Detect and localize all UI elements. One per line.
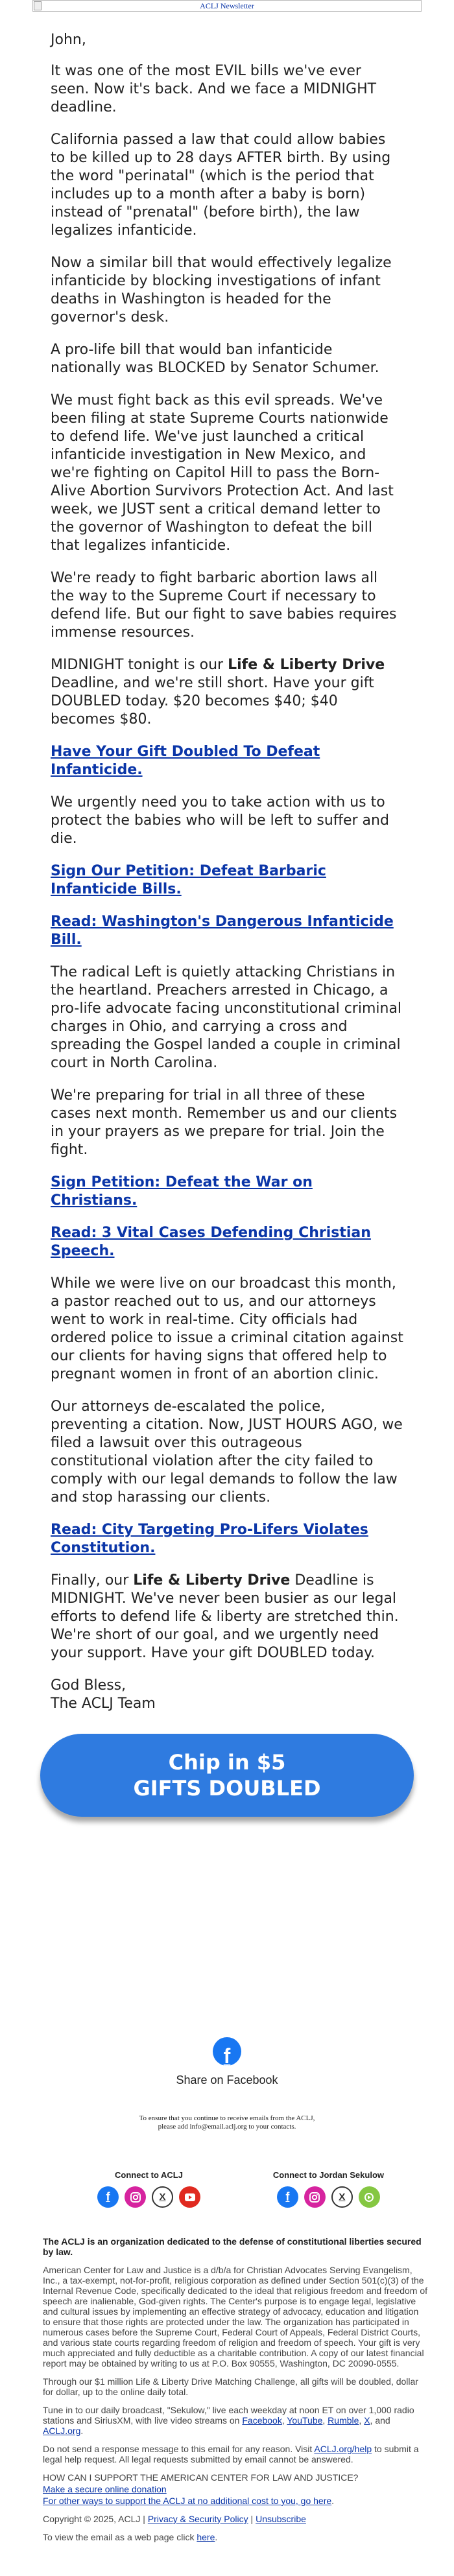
secure-donation-link[interactable]: Make a secure online donation xyxy=(43,2484,167,2494)
connect-aclj xyxy=(97,2170,200,2208)
paragraph-10: We're preparing for trial in all three of these cases next month. Remember us and our clients in your prayers as we prepare for trial. Join the fight. xyxy=(51,1087,398,1158)
paragraph-11: While we were live on our broadcast this month, a pastor reached out to us, and our attorneys went to work in real-time. City officials had ordered police to issue a criminal citation against our clients for having signs that offered help to pregnant women in front of an abortion clinic. xyxy=(51,1275,403,1382)
paragraph-3: Now a similar bill that would effectively legalize infanticide by blocking investigations of infant deaths in Washington is headed for the governor's desk. xyxy=(51,255,392,325)
add-contact-notice xyxy=(0,2114,454,2131)
paragraph-13 xyxy=(51,1572,403,1662)
support-end: . xyxy=(331,2496,335,2506)
facebook-icon[interactable]: f xyxy=(97,2186,119,2208)
letter-body xyxy=(0,12,454,1713)
facebook-share-icon[interactable]: f xyxy=(213,2037,241,2066)
instagram-icon[interactable] xyxy=(304,2186,326,2208)
chip-in-donate-button[interactable] xyxy=(40,1734,414,1817)
gift-doubled-link[interactable]: Have Your Gift Doubled To Defeat Infanticide. xyxy=(51,744,320,778)
web-view-end: . xyxy=(215,2532,218,2542)
broadcast-facebook-link[interactable]: Facebook xyxy=(242,2415,282,2426)
broadcast-sep-3: , xyxy=(359,2415,364,2426)
washington-bill-link[interactable]: Read: Washington's Dangerous Infanticide Bill. xyxy=(51,914,394,948)
footer-web-view xyxy=(43,2532,428,2542)
paragraph-6: We're ready to fight barbaric abortion laws all the way to the Supreme Court if necessary to defend life. But our fight to save babies requires immense resources. xyxy=(51,570,397,641)
footer-mission: The ACLJ is an organization dedicated to the defense of constitutional liberties secured by law. xyxy=(43,2236,422,2257)
christian-speech-cases-link[interactable]: Read: 3 Vital Cases Defending Christian Speech. xyxy=(51,1225,371,1259)
x-icon[interactable]: X xyxy=(331,2186,353,2208)
paragraph-9: The radical Left is quietly attacking Christians in the heartland. Preachers arrested in Chicago, a pro-life advocate facing unconstitutional criminal charges in Ohio, and carrying a cross and spreading the Gospel landed a couple in criminal court in North Carolina. xyxy=(51,964,402,1071)
copyright-text: Copyright © 2025, ACLJ | xyxy=(43,2514,148,2524)
broadcast-sep-1: , xyxy=(281,2415,287,2426)
footer-broadcast xyxy=(43,2405,428,2436)
share-on-facebook-link[interactable]: Share on Facebook xyxy=(176,2074,278,2086)
broadcast-aclj-link[interactable]: ACLJ.org xyxy=(43,2426,81,2436)
other-ways-support-link[interactable]: For other ways to support the ACLJ at no additional cost to you, go here xyxy=(43,2496,332,2506)
footer-no-reply xyxy=(43,2444,428,2464)
drive-name-bold-2: Life & Liberty Drive xyxy=(133,1572,291,1589)
newsletter-banner-image xyxy=(32,0,422,12)
broadcast-rumble-link[interactable]: Rumble xyxy=(328,2415,359,2426)
paragraph-1: It was one of the most EVIL bills we've ever seen. Now it's back. And we face a MIDNIGHT deadline. xyxy=(51,63,377,115)
paragraph-7-start: MIDNIGHT tonight is our xyxy=(51,657,228,673)
x-icon[interactable]: X xyxy=(152,2186,173,2208)
paragraph-13-end: Deadline is MIDNIGHT. We've never been busier as our legal efforts to defend life & liberty are stretched thin. We're short of our goal, and we urgently need your support. Have your gift DOUBLED today. xyxy=(51,1572,399,1661)
chip-in-label: Chip in $5 xyxy=(168,1750,286,1775)
paragraph-4: A pro-life bill that would ban infanticide nationally was BLOCKED by Senator Schumer. xyxy=(51,342,379,376)
no-reply-end: to submit a legal help request. All legal requests submitted by email cannot be answered. xyxy=(43,2444,419,2464)
no-reply-text: Do not send a response message to this email for any reason. Visit xyxy=(43,2444,315,2454)
broken-image-icon xyxy=(34,1,42,10)
connect-jordan-title: Connect to Jordan Sekulow xyxy=(272,2170,384,2180)
footer-matching: Through our $1 million Life & Liberty Drive Matching Challenge, all gifts will be doubled, dollar for dollar, up to the online daily total. xyxy=(43,2376,418,2397)
youtube-icon[interactable] xyxy=(179,2186,200,2208)
instagram-icon[interactable] xyxy=(125,2186,146,2208)
sign-off-text: God Bless, xyxy=(51,1677,126,1694)
paragraph-13-start: Finally, our xyxy=(51,1572,134,1589)
paragraph-7 xyxy=(51,656,403,729)
war-on-christians-petition-link[interactable]: Sign Petition: Defeat the War on Christians. xyxy=(51,1174,313,1209)
banner-alt-text: ACLJ Newsletter xyxy=(200,1,254,10)
footer-about: American Center for Law and Justice is a d/b/a for Christian Advocates Serving Evangelism, Inc., a tax-exempt, not-for-profit, religious corporation as defined under Section 501(c)(3) of the Internal Revenue Code, specifically dedicated to the ideal that religious freedom and freedom of speech are inalienable, God-given rights. The Center's purpose is to engage legal, legislative and cultural issues by implementing an effective strategy of advocacy, education and litigation to ensure that those rights are protected under the law. The organization has participated in numerous cases before the Supreme Court, Federal Court of Appeals, Federal District Courts, and various state courts regarding freedom of religion and freedom of speech. Your gift is very much appreciated and fully deductible as a charitable contribution. A copy of our latest financial report may be obtained by writing to us at P.O. Box 90555, Washington, DC 20090-0555. xyxy=(43,2265,428,2369)
paragraph-5: We must fight back as this evil spreads. We've been filing at state Supreme Courts nationwide to defend life. We've just launched a critical infanticide investigation in New Mexico, and we're fighting on Capitol Hill to pass the Born-Alive Abortion Survivors Protection Act. And last week, we JUST sent a critical demand letter to the governor of Washington to defeat the bill that legalizes infanticide. xyxy=(51,392,394,554)
facebook-icon[interactable]: f xyxy=(277,2186,298,2208)
help-link[interactable]: ACLJ.org/help xyxy=(314,2444,372,2454)
broadcast-sep-2: , xyxy=(322,2415,328,2426)
web-view-link[interactable]: here xyxy=(197,2532,215,2542)
unsubscribe-link[interactable]: Unsubscribe xyxy=(256,2514,306,2524)
broadcast-sep-4: , and xyxy=(370,2415,390,2426)
paragraph-8: We urgently need you to take action with us to protect the babies who will be left to suffer and die. xyxy=(51,794,389,847)
social-connect xyxy=(0,2170,454,2208)
support-question: HOW CAN I SUPPORT THE AMERICAN CENTER FOR LAW AND JUSTICE? xyxy=(43,2472,359,2483)
broadcast-youtube-link[interactable]: YouTube xyxy=(287,2415,323,2426)
paragraph-2: California passed a law that could allow babies to be killed up to 28 days AFTER birth. By using the word "perinatal" (which is the period that includes up to a month after a baby is born) instead of "prenatal" (before birth), the law legalizes infanticide. xyxy=(51,132,391,239)
gifts-doubled-label: GIFTS DOUBLED xyxy=(133,1776,321,1801)
web-view-text: To view the email as a web page click xyxy=(43,2532,197,2542)
add-contact-line-1: To ensure that you continue to receive emails from the ACLJ, xyxy=(139,2114,315,2122)
drive-name-bold: Life & Liberty Drive xyxy=(228,657,385,673)
connect-aclj-title: Connect to ACLJ xyxy=(115,2170,183,2180)
connect-jordan xyxy=(273,2170,384,2208)
broadcast-text: Tune in to our daily broadcast, "Sekulow," live each weekday at noon ET on over 1,000 radio stations and SiriusXM, with live video streams on xyxy=(43,2405,414,2426)
copyright-sep: | xyxy=(248,2514,256,2524)
broadcast-x-link[interactable]: X xyxy=(364,2415,370,2426)
greeting: John, xyxy=(51,32,86,48)
footer xyxy=(0,2208,454,2576)
paragraph-12: Our attorneys de-escalated the police, preventing a citation. Now, JUST HOURS AGO, we filed a lawsuit over this outrageous constitutional violation after the city failed to comply with our legal demands to follow the law and stop harassing our clients. xyxy=(51,1399,403,1506)
signature: The ACLJ Team xyxy=(51,1696,156,1712)
broadcast-end: . xyxy=(80,2426,84,2436)
sign-off xyxy=(51,1677,403,1713)
infanticide-petition-link[interactable]: Sign Our Petition: Defeat Barbaric Infanticide Bills. xyxy=(51,863,326,897)
add-contact-line-2: please add info@email.aclj.org to your contacts. xyxy=(158,2123,296,2131)
paragraph-7-end: Deadline, and we're still short. Have your gift DOUBLED today. $20 becomes $40; $40 becomes $80. xyxy=(51,675,374,727)
privacy-policy-link[interactable]: Privacy & Security Policy xyxy=(147,2514,248,2524)
footer-copyright xyxy=(43,2514,428,2524)
city-targeting-link[interactable]: Read: City Targeting Pro-Lifers Violates Constitution. xyxy=(51,1522,368,1556)
share-section xyxy=(0,2037,454,2087)
rumble-icon[interactable] xyxy=(359,2186,380,2208)
